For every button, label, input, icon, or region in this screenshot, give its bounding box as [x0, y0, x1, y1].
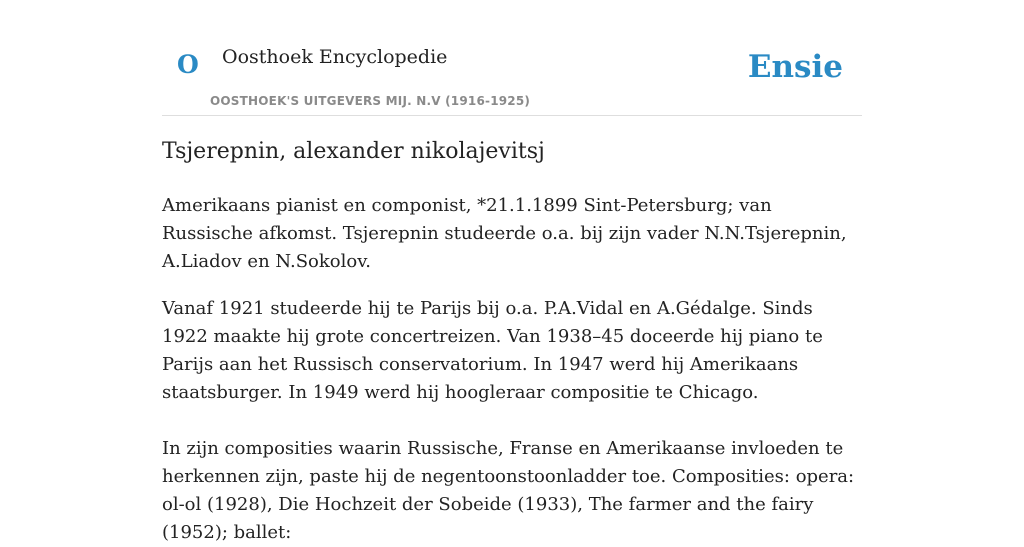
article-paragraph: Vanaf 1921 studeerde hij te Parijs bij o.a. P.A.Vidal en A.Gédalge. Sinds 1922 maakte hij grote concertreizen. Van 1938–45 doceerde hij piano te Parijs aan het Russisch conservatorium. In 1947 werd hij Amerikaans staatsburger. In 1949 werd hij hoogleraar compositie te Chicago. [162, 298, 823, 403]
article-paragraph: Amerikaans pianist en componist, *21.1.1899 Sint-Petersburg; van Russische afkomst. Tsjerepnin studeerde o.a. bij zijn vader N.N.Tsjerepnin, A.Liadov en N.Sokolov. [162, 195, 847, 272]
publisher-label: OOSTHOEK'S UITGEVERS MIJ. N.V (1916-1925) [210, 94, 531, 108]
site-title[interactable]: Oosthoek Encyclopedie [222, 46, 448, 68]
article-paragraph: In zijn composities waarin Russische, Franse en Amerikaanse invloeden te herkennen zijn, paste hij de negentoonstoonladder toe. Composities: opera: ol-ol (1928), Die Hochzeit der Sobeide (1933), The farmer and the fairy (1952); ballet: [162, 438, 855, 543]
brand-logo-link[interactable]: Ensie [747, 49, 843, 85]
page-content [162, 0, 862, 543]
site-logo[interactable]: O [177, 50, 199, 79]
site-header [162, 0, 862, 116]
article-title: Tsjerepnin, alexander nikolajevitsj [162, 139, 545, 164]
